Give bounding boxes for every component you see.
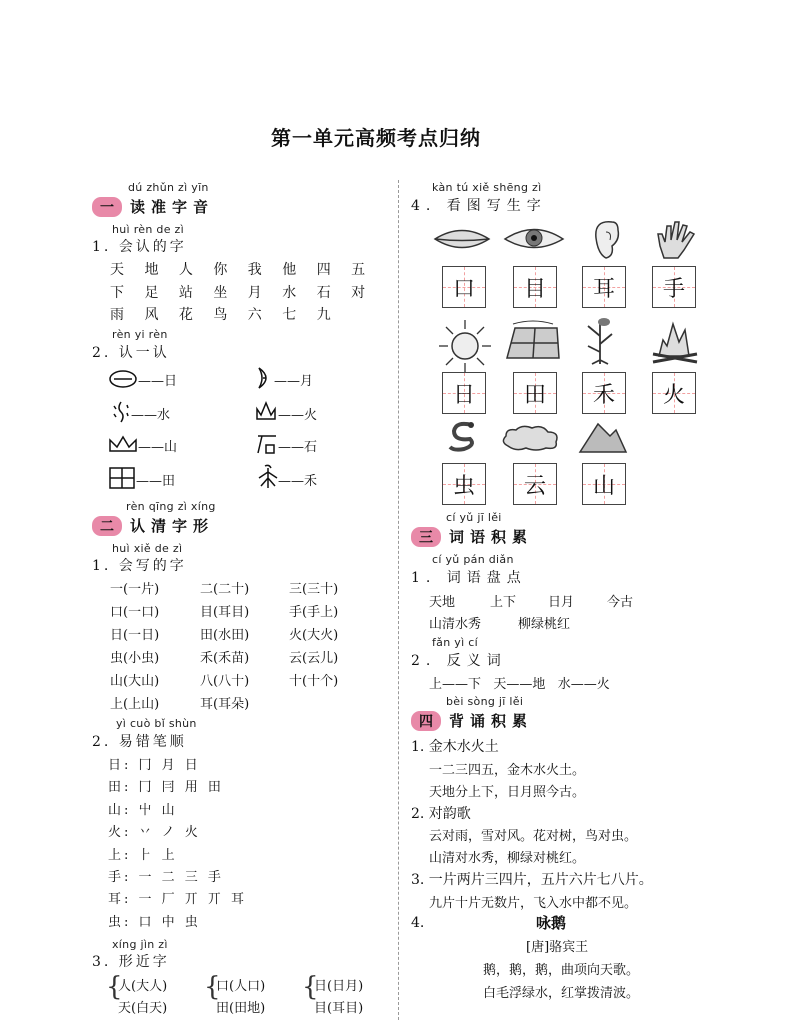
char-writing-cell-text: 田 (523, 382, 546, 408)
s3p1-pinyin: cí yǔ pán diǎn (432, 553, 514, 566)
section-3-pinyin: cí yǔ jī lěi (446, 511, 502, 524)
char-row-2: 下 足 站 坐 月 水 石 对 (110, 285, 374, 301)
brace-3: { (302, 972, 319, 1002)
rhyme-1-label: 1. 金木水火土 (411, 739, 499, 755)
pictograph-ri: ——日 (138, 374, 178, 389)
char-writing-cell (652, 266, 696, 308)
s1p2-label: 2. 认一认 (92, 345, 170, 361)
written-char-entry: 田(水田) (200, 628, 250, 643)
stroke-order-row: 田: 冂 冃 用 田 (108, 780, 224, 796)
written-char-entry: 三(三十) (289, 582, 339, 597)
section-3-number: 三 (411, 527, 441, 547)
char-writing-cell-text: 日 (452, 382, 475, 408)
char-writing-cell (442, 372, 486, 414)
pictograph-yue: ——月 (274, 374, 314, 389)
char-row-1: 天 地 人 你 我 他 四 五 (110, 262, 374, 278)
sun-icon (437, 318, 493, 374)
s2p2-pinyin: yì cuò bǐ shùn (116, 717, 197, 730)
pictograph-shui: ——水 (131, 408, 171, 423)
section-1-heading (92, 196, 214, 217)
char-writing-cell (442, 266, 486, 308)
section-2-title: 认清字形 (130, 517, 215, 535)
section-3-title: 词语积累 (449, 528, 534, 546)
section-1-title: 读准字音 (130, 198, 215, 216)
s1p1-label: 1. 会认的字 (92, 239, 187, 255)
char-writing-cell (513, 463, 557, 505)
poem-author: [唐]骆宾王 (526, 940, 589, 955)
char-writing-cell-text: 山 (592, 473, 615, 499)
page-title: 第一单元高频考点归纳 (271, 126, 481, 150)
rice-plant-icon (580, 316, 620, 366)
stroke-order-row: 耳: 一 厂 丌 丌 耳 (108, 892, 248, 908)
brace-1: { (106, 972, 123, 1002)
word-5: 山清水秀 (429, 617, 482, 632)
section-4-title: 背诵积累 (449, 712, 534, 730)
fire-pictograph-icon (255, 401, 277, 421)
char-writing-cell (582, 266, 626, 308)
section-4-pinyin: bèi sòng jī lěi (446, 695, 524, 708)
s3p2-pinyin: fǎn yì cí (432, 636, 478, 649)
water-pictograph-icon (111, 400, 131, 424)
s4-label: 4. 看图写生字 (411, 198, 547, 214)
char-writing-cell-text: 虫 (452, 473, 475, 499)
field-pictograph-icon (109, 467, 135, 489)
antonyms: 上——下 天——地 水——火 (429, 677, 610, 692)
pictograph-huo: ——火 (278, 408, 318, 423)
sun-pictograph-icon (109, 369, 137, 389)
campfire-icon (651, 316, 699, 364)
rhyme-1-line-1: 一二三四五，金木水火土。 (429, 763, 586, 778)
written-char-entry: 十(十个) (289, 674, 339, 689)
moon-pictograph-icon (255, 366, 273, 390)
pictograph-tian: ——田 (136, 474, 176, 489)
char-row-3: 雨 风 花 鸟 六 七 九 (110, 307, 339, 323)
s1p2-pinyin: rèn yi rèn (112, 328, 168, 341)
similar-char-1a: 人(大人) (118, 979, 168, 994)
section-4-heading (411, 710, 533, 731)
char-writing-cell (652, 372, 696, 414)
stroke-order-row: 手: 一 二 三 手 (108, 870, 224, 885)
written-char-entry: 二(二十) (200, 582, 250, 597)
grain-pictograph-icon (257, 464, 279, 490)
stroke-order-row: 虫: 口 中 虫 (108, 914, 201, 930)
word-1: 天地 (429, 595, 456, 610)
pictograph-he: ——禾 (278, 474, 318, 489)
mouth-icon (433, 224, 491, 254)
hand-icon (654, 216, 698, 260)
written-char-entry: 手(手上) (289, 605, 339, 620)
poem-number: 4. (411, 915, 425, 931)
word-2: 上下 (490, 595, 517, 610)
rhyme-2-label: 2. 对韵歌 (411, 806, 471, 822)
char-writing-cell-text: 火 (662, 382, 685, 408)
stroke-order-row: 火: 丷 ノ 火 (108, 825, 201, 841)
worm-icon (446, 419, 480, 453)
brace-2: { (204, 972, 221, 1002)
pictograph-shan: ——山 (138, 440, 178, 455)
section-1-number: 一 (92, 197, 122, 217)
rhyme-2-line-1: 云对雨，雪对风。花对树，鸟对虫。 (429, 829, 638, 844)
mountain-pictograph-icon (109, 436, 137, 452)
written-char-entry: 禾(禾苗) (200, 651, 250, 666)
section-2-pinyin: rèn qīng zì xíng (126, 500, 216, 513)
section-3-heading (411, 526, 533, 547)
stroke-order-row: 日: 冂 月 日 (108, 758, 201, 773)
written-char-entry: 上(上山) (110, 697, 160, 712)
similar-char-3b: 目(耳目) (314, 1001, 364, 1016)
word-4: 今古 (607, 595, 634, 610)
char-writing-cell (582, 372, 626, 414)
written-char-entry: 目(耳目) (200, 605, 250, 620)
s2p1-pinyin: huì xiě de zì (112, 542, 183, 555)
written-char-entry: 虫(小虫) (110, 651, 160, 666)
column-divider (398, 180, 399, 1020)
written-char-entry: 八(八十) (200, 674, 250, 689)
char-writing-cell-text: 禾 (592, 382, 615, 408)
written-char-entry: 一(一片) (110, 582, 160, 597)
written-char-entry: 耳(耳朵) (200, 697, 250, 712)
char-writing-cell (513, 266, 557, 308)
section-2-heading (92, 515, 214, 536)
rhyme-3-line-1: 九片十片无数片，飞入水中都不见。 (429, 896, 638, 911)
char-writing-cell-text: 目 (523, 276, 546, 302)
written-char-entry: 山(大山) (110, 674, 160, 689)
pictograph-shi: ——石 (278, 440, 318, 455)
stone-pictograph-icon (256, 433, 278, 455)
written-char-entry: 日(一日) (110, 628, 160, 643)
char-writing-cell (582, 463, 626, 505)
rhyme-1-line-2: 天地分上下，日月照今古。 (429, 785, 586, 800)
eye-icon (503, 224, 565, 254)
poem-line-2: 白毛浮绿水，红掌拨清波。 (483, 986, 640, 1001)
s3p1-label: 1. 词语盘点 (411, 570, 527, 586)
s2p2-label: 2. 易错笔顺 (92, 734, 187, 750)
s2p1-label: 1. 会写的字 (92, 558, 187, 574)
poem-title: 咏鹅 (536, 914, 567, 932)
mountain-icon (578, 420, 628, 454)
similar-char-1b: 天(白天) (118, 1001, 168, 1016)
char-writing-cell-text: 耳 (592, 276, 615, 302)
cloud-icon (500, 424, 562, 452)
written-char-entry: 火(大火) (289, 628, 339, 643)
similar-char-2a: 口(人口) (216, 979, 266, 994)
section-2-number: 二 (92, 516, 122, 536)
char-writing-cell-text: 口 (452, 276, 475, 302)
char-writing-cell (442, 463, 486, 505)
stroke-order-row: 上: ⺊ 上 (108, 847, 178, 863)
word-3: 日月 (548, 595, 575, 610)
s4-pinyin: kàn tú xiě shēng zì (432, 181, 542, 194)
field-icon (503, 320, 561, 364)
poem-line-1: 鹅，鹅，鹅，曲项向天歌。 (483, 963, 640, 978)
char-writing-cell-text: 云 (523, 473, 546, 499)
similar-char-2b: 田(田地) (216, 1001, 266, 1016)
written-char-entry: 口(一口) (110, 605, 160, 620)
rhyme-3-label: 3. 一片两片三四片，五片六片七八片。 (411, 872, 653, 888)
section-4-number: 四 (411, 711, 441, 731)
stroke-order-row: 山: 屮 山 (108, 802, 178, 818)
s2p3-pinyin: xíng jìn zì (112, 938, 168, 951)
s2p3-label: 3. 形近字 (92, 954, 170, 970)
char-writing-cell (513, 372, 557, 414)
section-1-pinyin: dú zhǔn zì yīn (128, 181, 209, 194)
rhyme-2-line-2: 山清对水秀，柳绿对桃红。 (429, 851, 586, 866)
written-char-entry: 云(云儿) (289, 651, 339, 666)
similar-char-3a: 日(日月) (314, 979, 364, 994)
s3p2-label: 2. 反义词 (411, 653, 507, 669)
word-6: 柳绿桃红 (518, 617, 571, 632)
ear-icon (592, 218, 622, 260)
char-writing-cell-text: 手 (662, 276, 685, 302)
s1p1-pinyin: huì rèn de zì (112, 223, 184, 236)
